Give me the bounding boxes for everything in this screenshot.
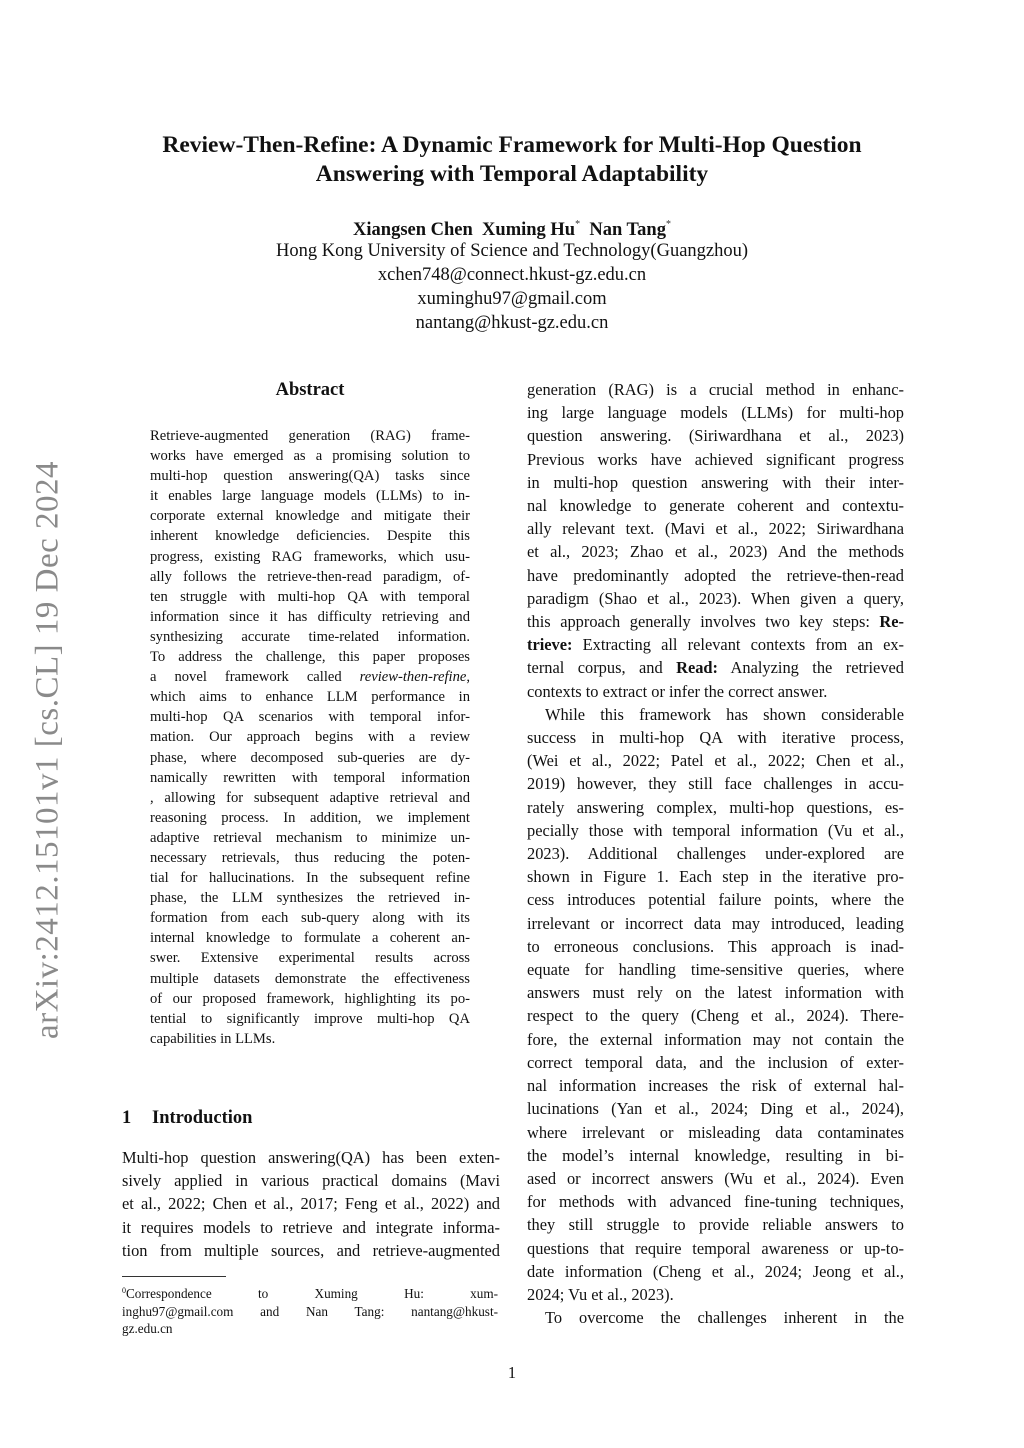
body-line: sively applied in various practical domains (Mavi bbox=[122, 1171, 500, 1191]
abstract-line: progress, existing RAG frameworks, which usu- bbox=[150, 548, 470, 565]
abstract-body bbox=[150, 426, 470, 1049]
body-line: Previous works have achieved significant progress bbox=[527, 449, 904, 469]
body-line: question answering. (Siriwardhana et al., 2023) bbox=[527, 426, 904, 446]
body-line: pecially those with temporal information (Vu et al., bbox=[527, 820, 904, 840]
body-line: et al., 2022; Chen et al., 2017; Feng et al., 2022) and bbox=[122, 1194, 500, 1214]
body-line: in multi-hop question answering with their inter- bbox=[527, 472, 904, 492]
author-email: xchen748@connect.hkust-gz.edu.cn bbox=[377, 265, 647, 285]
corresponding-author-mark: * bbox=[665, 219, 671, 230]
abstract-line: works have emerged as a promising solution to bbox=[150, 448, 470, 465]
abstract-line: To address the challenge, this paper proposes bbox=[150, 649, 470, 666]
body-line: Multi-hop question answering(QA) has been exten- bbox=[122, 1148, 500, 1167]
body-line: questions that require temporal awareness or up-to- bbox=[527, 1238, 904, 1258]
body-line: ternal corpus, and Read: Analyzing the retrieved bbox=[527, 658, 904, 678]
abstract-line: corporate external knowledge and mitigate their bbox=[150, 508, 470, 525]
body-line: rately answering complex, multi-hop questions, es- bbox=[527, 797, 904, 817]
arxiv-identifier: arXiv:2412.15101v1 [cs.CL] 19 Dec 2024 bbox=[29, 460, 66, 1040]
abstract-line: , allowing for subsequent adaptive retrieval and bbox=[150, 789, 470, 806]
right-column-body bbox=[527, 378, 904, 1329]
abstract-line: of our proposed framework, highlighting its po- bbox=[150, 990, 470, 1007]
body-line: ing large language models (LLMs) for multi-hop bbox=[527, 403, 904, 423]
body-line: the model’s internal knowledge, resulting in bi- bbox=[527, 1145, 904, 1165]
body-line: While this framework has shown considerable bbox=[545, 704, 904, 724]
body-line: success in multi-hop QA with iterative process, bbox=[527, 728, 904, 748]
abstract-line: synthesizing accurate time-related information. bbox=[150, 628, 470, 645]
body-line: correct temporal data, and the inclusion of exter- bbox=[527, 1052, 904, 1072]
introduction-body bbox=[122, 1146, 500, 1262]
body-line: respect to the query (Cheng et al., 2024). There- bbox=[527, 1006, 904, 1026]
body-line: where irrelevant or misleading data contaminates bbox=[527, 1122, 904, 1142]
body-line: (Wei et al., 2022; Patel et al., 2022; Chen et al., bbox=[527, 751, 904, 771]
body-line: ased or incorrect answers (Wu et al., 2024). Even bbox=[527, 1168, 904, 1188]
body-line: ally relevant text. (Mavi et al., 2022; Siriwardhana bbox=[527, 519, 904, 539]
body-line: have predominantly adopted the retrieve-then-read bbox=[527, 565, 904, 585]
body-line: for methods with advanced fine-tuning techniques, bbox=[527, 1192, 904, 1212]
author-list bbox=[112, 213, 912, 242]
author-name: Nan Tang bbox=[589, 220, 666, 240]
body-line: contexts to extract or infer the correct answer. bbox=[527, 681, 828, 701]
body-line: shown in Figure 1. Each step in the iterative pro- bbox=[527, 867, 904, 887]
body-line: 2019) however, they still face challenges in accu- bbox=[527, 774, 904, 794]
footnote-divider bbox=[122, 1276, 226, 1277]
body-line: this approach generally involves two key steps: Re- bbox=[527, 612, 904, 632]
section-heading-introduction bbox=[122, 1106, 502, 1130]
section-title: Introduction bbox=[152, 1108, 253, 1128]
author-name: Xuming Hu bbox=[482, 220, 576, 240]
abstract-line: inherent knowledge deficiencies. Despite this bbox=[150, 528, 470, 545]
arxiv-sidebar-stamp bbox=[28, 440, 68, 1060]
body-line: paradigm (Shao et al., 2023). When given a query, bbox=[527, 588, 904, 608]
body-line: to erroneous conclusions. This approach is inad- bbox=[527, 936, 904, 956]
abstract-line: a novel framework called review-then-refine, bbox=[150, 669, 470, 686]
abstract-line: formation from each sub-query along with its bbox=[150, 910, 470, 927]
body-line: they still struggle to provide reliable answers to bbox=[527, 1215, 904, 1235]
body-line: tion from multiple sources, and retrieve-augmented bbox=[122, 1240, 500, 1260]
body-line: nal information increases the risk of external hal- bbox=[527, 1076, 904, 1096]
abstract-line: necessary retrievals, thus reducing the poten- bbox=[150, 849, 470, 866]
page-number: 1 bbox=[507, 1363, 517, 1382]
title-line: Review-Then-Refine: A Dynamic Framework for Multi-Hop Question bbox=[162, 132, 862, 158]
abstract-line: swer. Extensive experimental results across bbox=[150, 950, 470, 967]
affiliation: Hong Kong University of Science and Technology(Guangzhou) bbox=[275, 241, 749, 261]
abstract-line: phase, the LLM synthesizes the retrieved in- bbox=[150, 890, 470, 907]
footnote-marker: 0 bbox=[122, 1286, 126, 1295]
affiliation-block bbox=[112, 239, 912, 335]
abstract-line: adaptive retrieval mechanism to minimize un- bbox=[150, 829, 470, 846]
body-line: lucinations (Yan et al., 2024; Ding et al., 2024), bbox=[527, 1099, 904, 1119]
abstract-line: capabilities in LLMs. bbox=[150, 1030, 276, 1047]
abstract-line: ally follows the retrieve-then-read paradigm, of- bbox=[150, 568, 470, 585]
abstract-line: information since it has difficulty retrieving and bbox=[150, 608, 470, 625]
body-line: 2023). Additional challenges under-explored are bbox=[527, 844, 904, 864]
body-line: answers must rely on the latest information with bbox=[527, 983, 904, 1003]
author-email: xuminghu97@gmail.com bbox=[417, 289, 607, 309]
footnote-text: inghu97@gmail.com and Nan Tang: nantang@hkust- bbox=[122, 1303, 498, 1319]
abstract-line: tential to significantly improve multi-hop QA bbox=[150, 1010, 470, 1027]
section-number: 1 bbox=[122, 1108, 132, 1128]
abstract-line: namically rewritten with temporal information bbox=[150, 769, 470, 786]
abstract-line: multi-hop question answering(QA) tasks since bbox=[150, 468, 470, 485]
body-line: date information (Cheng et al., 2024; Jeong et al., bbox=[527, 1261, 904, 1281]
body-line: equate for handling time-sensitive queries, where bbox=[527, 960, 904, 980]
abstract-line: Retrieve-augmented generation (RAG) frame- bbox=[150, 428, 470, 444]
body-line: trieve: Extracting all relevant contexts from an ex- bbox=[527, 635, 904, 655]
abstract-line: mation. Our approach begins with a review bbox=[150, 729, 470, 746]
abstract-line: multiple datasets demonstrate the effectiveness bbox=[150, 970, 470, 987]
abstract-line: which aims to enhance LLM performance in bbox=[150, 689, 470, 706]
abstract-line: multi-hop QA scenarios with temporal infor- bbox=[150, 709, 470, 726]
author-email: nantang@hkust-gz.edu.cn bbox=[415, 313, 609, 333]
abstract-line: tial for hallucinations. In the subsequent refine bbox=[150, 870, 470, 887]
body-line: cess introduces potential failure points, where the bbox=[527, 890, 904, 910]
body-line: irrelevant or incorrect data may introduced, leading bbox=[527, 913, 904, 933]
body-line: et al., 2023; Zhao et al., 2023) And the methods bbox=[527, 542, 904, 562]
author-name: Xiangsen Chen bbox=[353, 220, 473, 240]
footnote-text: Correspondence to Xuming Hu: xum- bbox=[126, 1286, 498, 1301]
abstract-line: reasoning process. In addition, we implement bbox=[150, 809, 470, 826]
body-line: fore, the external information may not contain the bbox=[527, 1029, 904, 1049]
abstract-line: phase, where decomposed sub-queries are dy- bbox=[150, 749, 470, 766]
abstract-line: it enables large language models (LLMs) to in- bbox=[150, 488, 470, 505]
title-line: Answering with Temporal Adaptability bbox=[315, 161, 709, 187]
body-line: nal knowledge to generate coherent and contextu- bbox=[527, 496, 904, 516]
abstract-line: ten struggle with multi-hop QA with temporal bbox=[150, 588, 470, 605]
corresponding-author-mark: * bbox=[575, 219, 581, 230]
footnote-text: gz.edu.cn bbox=[122, 1321, 173, 1336]
body-line: To overcome the challenges inherent in the bbox=[545, 1308, 904, 1328]
body-line: 2024; Vu et al., 2023). bbox=[527, 1284, 674, 1304]
abstract-line: internal knowledge to formulate a coherent an- bbox=[150, 930, 470, 947]
footnote bbox=[122, 1282, 498, 1338]
abstract-heading: Abstract bbox=[275, 380, 345, 400]
paper-title bbox=[112, 131, 912, 189]
body-line: generation (RAG) is a crucial method in enhanc- bbox=[527, 380, 904, 399]
body-line: it requires models to retrieve and integrate informa- bbox=[122, 1217, 500, 1237]
